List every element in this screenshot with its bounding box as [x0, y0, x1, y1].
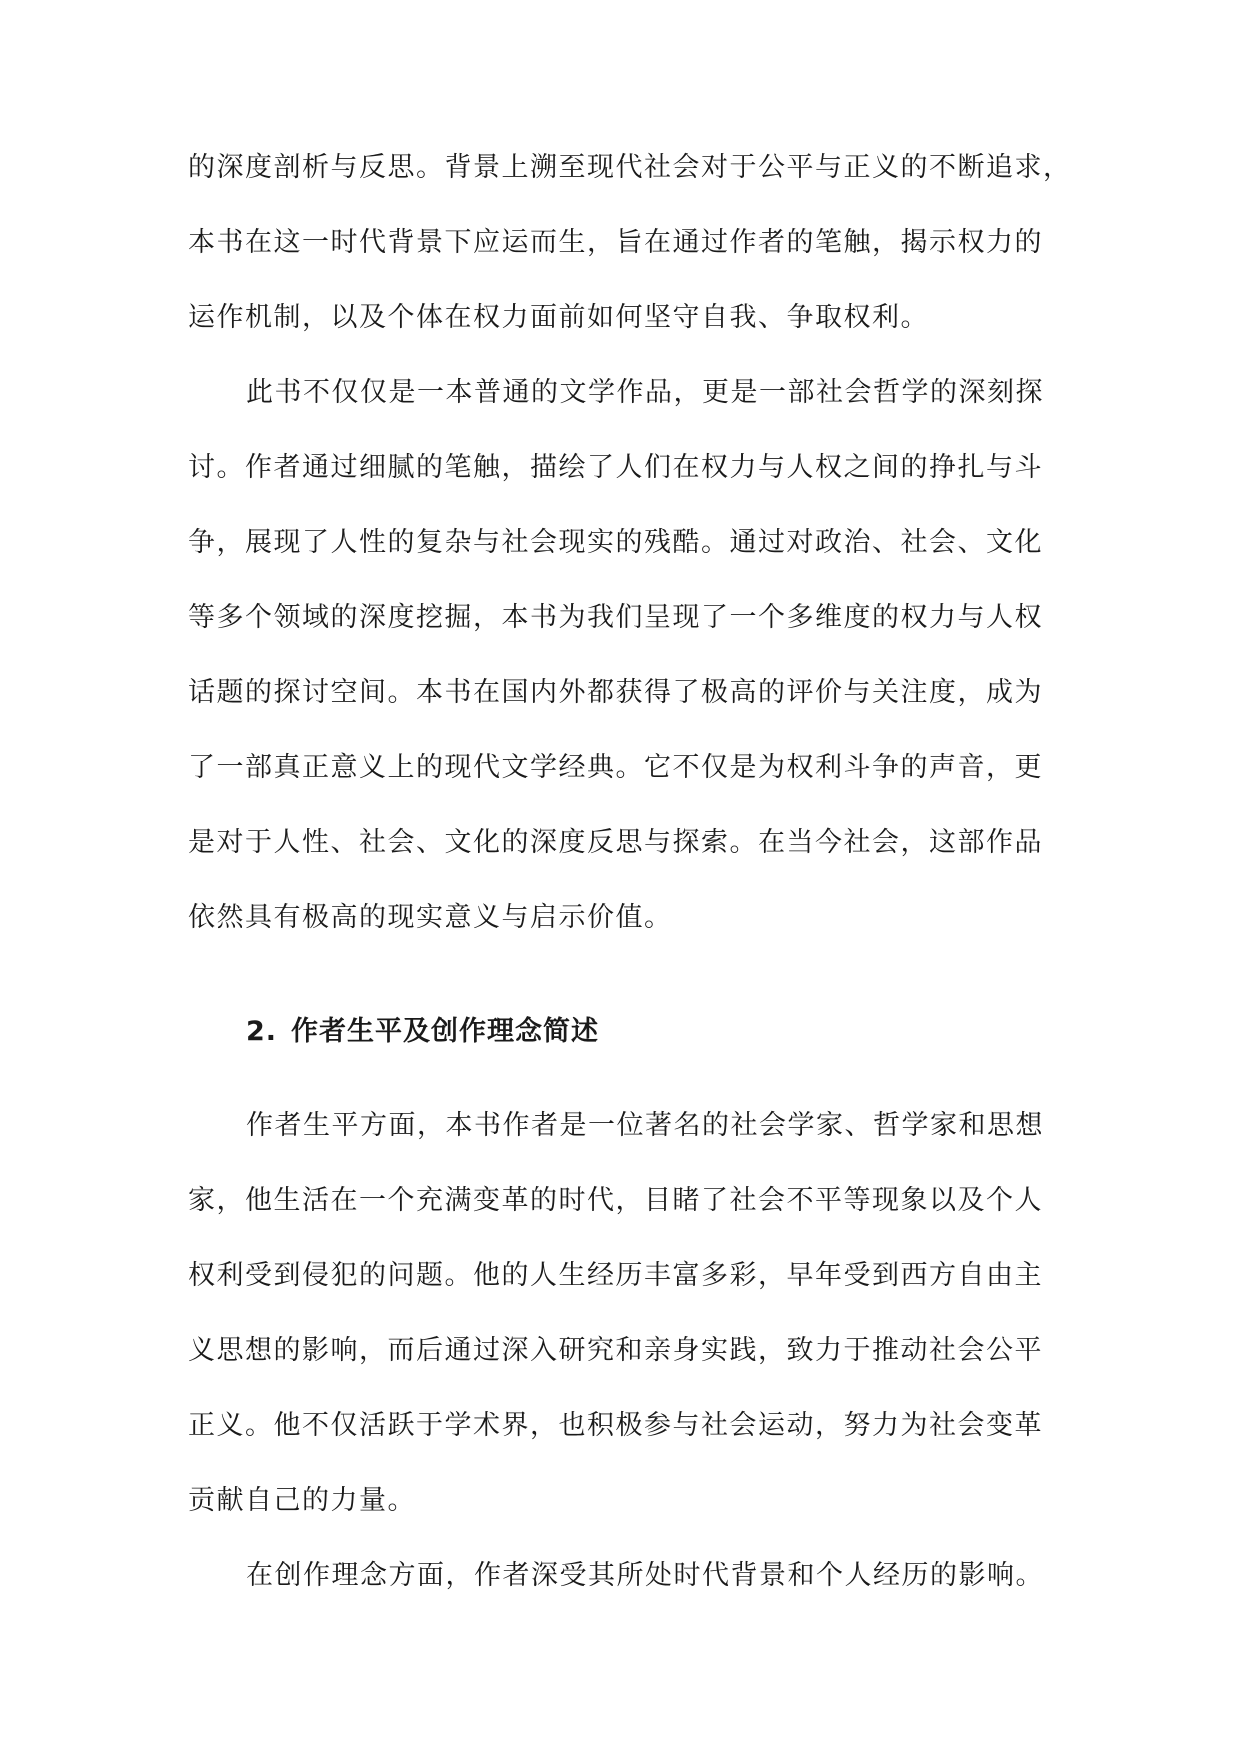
- text-line: 运作机制，以及个体在权力面前如何坚守自我、争取权利。: [188, 302, 929, 333]
- text-line: 争，展现了人性的复杂与社会现实的残酷。通过对政治、社会、文化: [188, 527, 1043, 558]
- text-line: 讨。作者通过细腻的笔触，描绘了人们在权力与人权之间的挣扎与斗: [188, 452, 1043, 483]
- text-line: 义思想的影响，而后通过深入研究和亲身实践，致力于推动社会公平: [188, 1335, 1043, 1366]
- text-line: 权利受到侵犯的问题。他的人生经历丰富多彩，早年受到西方自由主: [188, 1260, 1043, 1291]
- body-text-top: [188, 130, 1088, 955]
- section-title: 作者生平及创作理念简述: [291, 1016, 600, 1047]
- text-line: 了一部真正意义上的现代文学经典。它不仅是为权利斗争的声音，更: [188, 752, 1043, 783]
- text-line: 本书在这一时代背景下应运而生，旨在通过作者的笔触，揭示权力的: [188, 227, 1043, 258]
- section-heading: [246, 1012, 599, 1052]
- text-line: 贡献自己的力量。: [188, 1485, 416, 1516]
- section-number: 2.: [246, 1016, 278, 1047]
- text-line: 依然具有极高的现实意义与启示价值。: [188, 902, 673, 933]
- text-line: 家，他生活在一个充满变革的时代，目睹了社会不平等现象以及个人: [188, 1185, 1043, 1216]
- text-line: 是对于人性、社会、文化的深度反思与探索。在当今社会，这部作品: [188, 827, 1043, 858]
- body-text-bottom: [188, 1088, 1088, 1613]
- paragraph-book-significance: [188, 355, 1088, 955]
- paragraph-background: [188, 130, 1088, 355]
- text-line: 话题的探讨空间。本书在国内外都获得了极高的评价与关注度，成为: [188, 677, 1043, 708]
- text-line: 作者生平方面，本书作者是一位著名的社会学家、哲学家和思想: [246, 1110, 1044, 1141]
- text-line: 等多个领域的深度挖掘，本书为我们呈现了一个多维度的权力与人权: [188, 602, 1043, 633]
- text-line: 的深度剖析与反思。背景上溯至现代社会对于公平与正义的不断追求，: [188, 152, 1072, 183]
- text-line: 在创作理念方面，作者深受其所处时代背景和个人经历的影响。: [246, 1560, 1044, 1591]
- paragraph-creative-philosophy: [188, 1538, 1088, 1613]
- text-line: 此书不仅仅是一本普通的文学作品，更是一部社会哲学的深刻探: [246, 377, 1044, 408]
- text-line: 正义。他不仅活跃于学术界，也积极参与社会运动，努力为社会变革: [188, 1410, 1043, 1441]
- paragraph-author-biography: [188, 1088, 1088, 1538]
